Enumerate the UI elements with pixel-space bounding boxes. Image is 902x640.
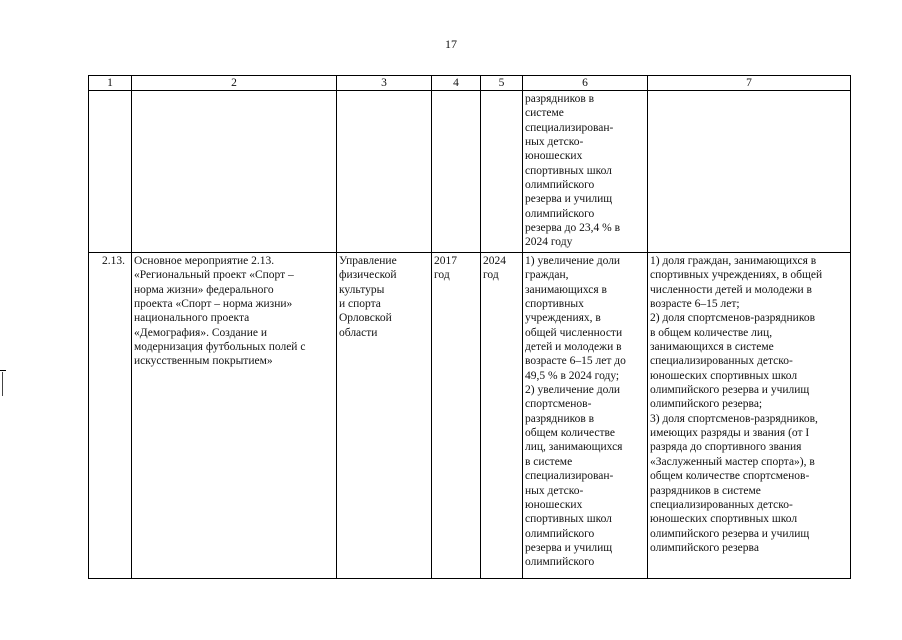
cell-measure: Основное мероприятие 2.13. «Региональный проект «Спорт – норма жизни» федерального проекта «Спорт – норма жизни» национального проекта «Демография». Создание и модернизация футбольных полей с искусственным покрытием» (132, 253, 337, 579)
table-row-continued (89, 91, 851, 253)
cell-executor (337, 91, 432, 253)
cell-indicators: 1) доля граждан, занимающихся в спортивных учреждениях, в общей численности детей и молодежи в возрасте 6–15 лет; 2) доля спортсменов-разрядников в общем количестве лиц, занимающихся в системе специализированных детско- юношеских спортивных школ олимпийского резерва и училищ олимпийского резерва; 3) доля спортсменов-разрядников, имеющих разряды и звания (от I разряда до спортивного звания «Заслуженный мастер спорта»), в общем количестве спортсменов- разрядников в системе специализированных детско- юношеских спортивных школ олимпийского резерва и училищ олимпийского резерва (648, 253, 851, 579)
header-cell-7: 7 (648, 76, 851, 91)
table-header-row (89, 76, 851, 91)
cell-end-year: 2024 год (481, 253, 523, 579)
cell-number (89, 91, 132, 253)
cell-measure (132, 91, 337, 253)
data-table (88, 75, 851, 579)
cell-start-year: 2017 год (432, 253, 481, 579)
margin-mark-vertical (2, 372, 3, 396)
cell-executor: Управление физической культуры и спорта Орловской области (337, 253, 432, 579)
header-cell-2: 2 (132, 76, 337, 91)
cell-indicators (648, 91, 851, 253)
cell-end-year (481, 91, 523, 253)
page-number: 17 (445, 37, 457, 51)
cell-expected-result: 1) увеличение доли граждан, занимающихся в спортивных учреждениях, в общей численности детей и молодежи в возрасте 6–15 лет до 49,5 % в 2024 году; 2) увеличение доли спортсменов- разрядников в общем количестве лиц, занимающихся в системе специализирован- ных детско- юношеских спортивных школ олимпийского резерва и училищ олимпийского (523, 253, 648, 579)
cell-number: 2.13. (89, 253, 132, 579)
header-cell-3: 3 (337, 76, 432, 91)
cell-expected-result: разрядников в системе специализирован- ных детско- юношеских спортивных школ олимпийского резерва и училищ олимпийского резерва до 23,4 % в 2024 году (523, 91, 648, 253)
header-cell-5: 5 (481, 76, 523, 91)
cell-start-year (432, 91, 481, 253)
header-cell-1: 1 (89, 76, 132, 91)
table-row-2-13 (89, 253, 851, 579)
header-cell-4: 4 (432, 76, 481, 91)
margin-mark (0, 370, 6, 371)
header-cell-6: 6 (523, 76, 648, 91)
